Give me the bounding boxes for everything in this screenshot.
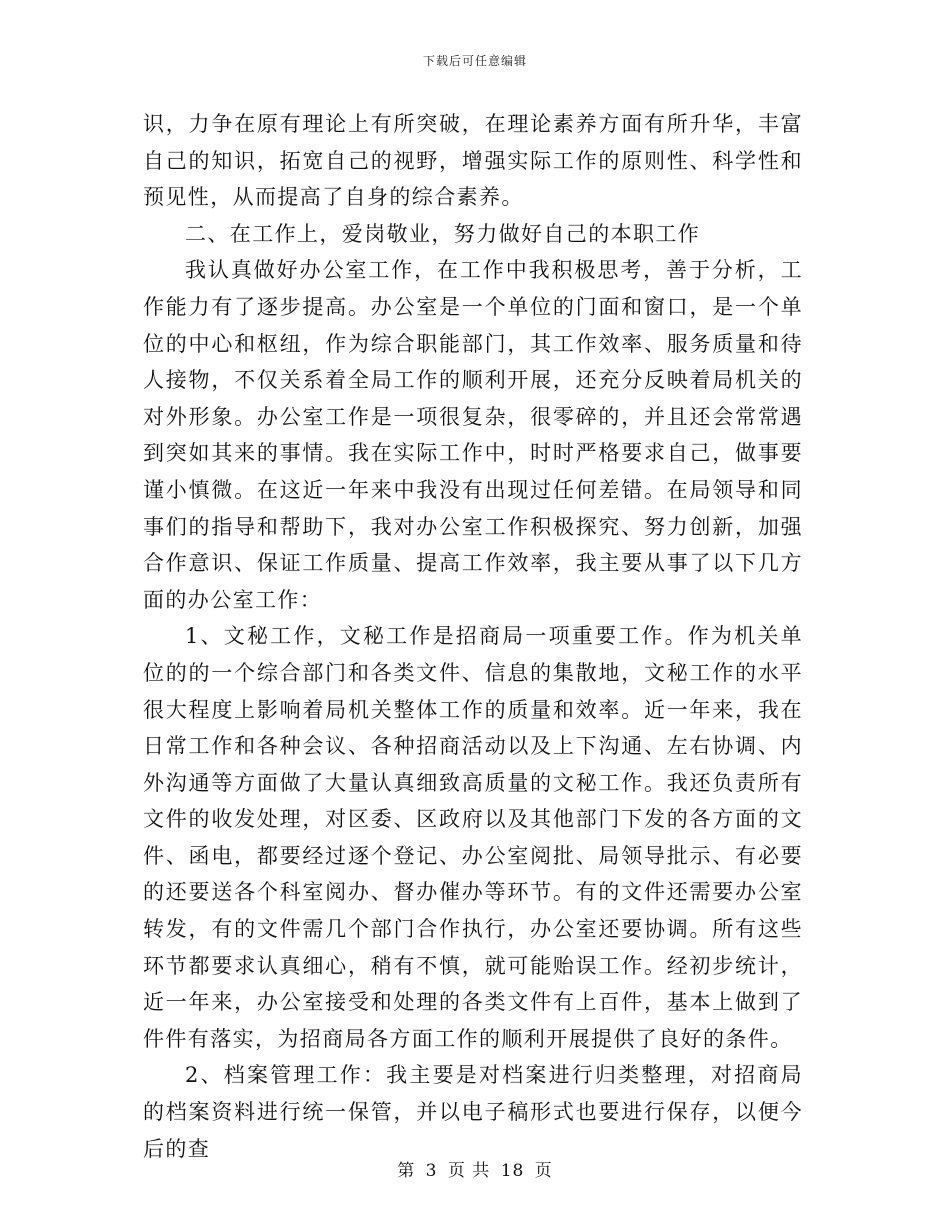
paragraph-continuation: 识，力争在原有理论上有所突破，在理论素养方面有所升华，丰富自己的知识，拓宽自己的视野，增强实际工作的原则性、科学性和预见性，从而提高了自身的综合素养。 [143,112,803,210]
page-number [0,1156,950,1181]
current-page: 3 [425,1161,438,1181]
section-heading: 二、在工作上，爱岗敬业，努力做好自己的本职工作 [185,221,701,246]
header-note: 下载后可任意编辑 [422,54,527,68]
paragraph-archive-work: 2、档案管理工作：我主要是对档案进行归类整理，对招商局的档案资料进行统一保管，并以电子稿形式也要进行保存，以便今后的查 [143,1063,803,1161]
document-body [143,106,803,1167]
paragraph-secretarial-work: 1、文秘工作，文秘工作是招商局一项重要工作。作为机关单位的的一个综合部门和各类文件、信息的集散地，文秘工作的水平很大程度上影响着局机关整体工作的质量和效率。近一年来，我在日常工作和各种会议、各种招商活动以及上下沟通、左右协调、内外沟通等方面做了大量认真细致高质量的文秘工作。我还负责所有文件的收发处理，对区委、区政府以及其他部门下发的各方面的文件、函电，都要经过逐个登记、办公室阅批、局领导批示、有必要的还要送各个科室阅办、督办催办等环节。有的文件还需要办公室转发，有的文件需几个部门合作执行，办公室还要协调。所有这些环节都要求认真细心，稍有不慎，就可能贻误工作。经初步统计，近一年来，办公室接受和处理的各类文件有上百件，基本上做到了件件有落实，为招商局各方面工作的顺利开展提供了良好的条件。 [143,624,803,1051]
page-prefix: 第 [397,1161,416,1181]
page-middle: 页 共 [447,1161,491,1181]
total-pages: 18 [500,1161,525,1181]
page-suffix: 页 [534,1161,553,1181]
paragraph-office-work: 我认真做好办公室工作，在工作中我积极思考，善于分析，工作能力有了逐步提高。办公室是一个单位的门面和窗口，是一个单位的中心和枢纽，作为综合职能部门，其工作效率、服务质量和待人接物，不仅关系着全局工作的顺利开展，还充分反映着局机关的对外形象。办公室工作是一项很复杂，很零碎的，并且还会常常遇到突如其来的事情。我在实际工作中，时时严格要求自己，做事要谨小慎微。在这近一年来中我没有出现过任何差错。在局领导和同事们的指导和帮助下，我对办公室工作积极探究、努力创新，加强合作意识、保证工作质量、提高工作效率，我主要从事了以下几方面的办公室工作： [143,258,803,612]
